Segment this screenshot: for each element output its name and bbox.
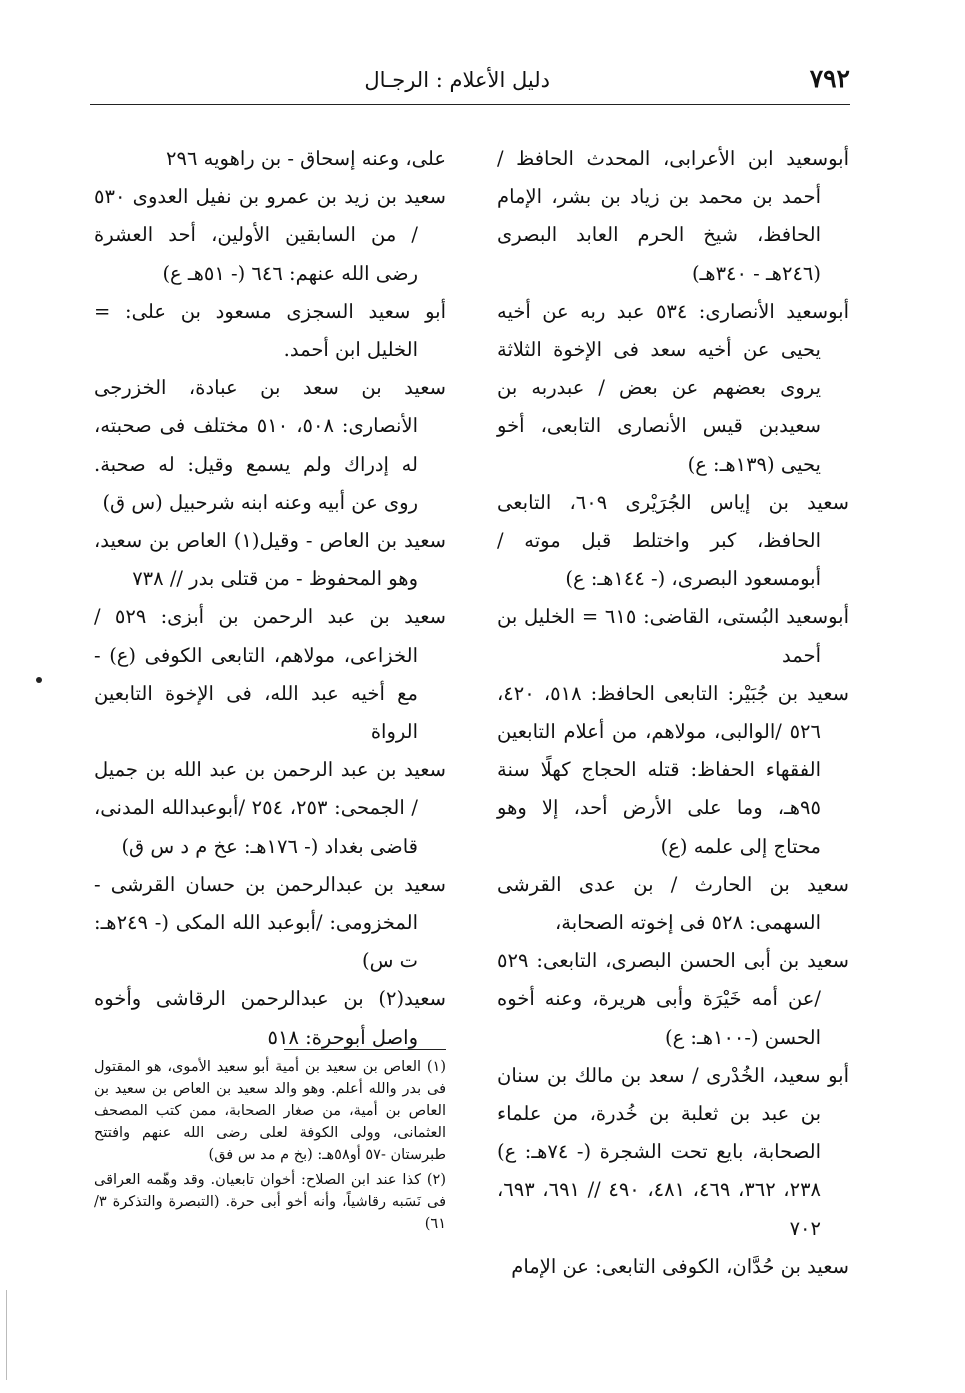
index-entry: سعيد بن عبدالرحمن بن حسان القرشى - المخزومى: /أبوعبد الله المكى (- ٢٤٩هـ: ت س) [94, 872, 446, 973]
footnote: (١) العاص بن سعيد بن أمية أبو سعيد الأموى، هو المقتول فى بدر والله أعلم. وهو والد سعيد بن العاص بن سعيد بن العاص بن أمية، من صغار الصحابة، ممن كتب المصحف العثمانى، وولى الكوفة لعلى رضى الله عنهم وافتتح طبرستان -٥٧ أو٥٨هـ: (بخ م مد س فق) [94, 1059, 446, 1163]
index-entry: سعيد بن سعد بن عبادة، الخزرجى الأنصارى: ٥٠٨، ٥١٠ مختلف فى صحبته، له إدراك ولم يسمع وقيل: له صحبة. روى عن أبيه وعنه ابنه شرحبيل (س ق) [94, 376, 446, 514]
footnote: (٢) كذا عند ابن الصلاح: أخوان تابعيان. وقد وهّمه العراقى فى نَسَبه رقاشياً، وأنه أخو أبى حرة. (التبصرة والتذكرة ٣/ ٦١) [94, 1172, 446, 1232]
footnotes [94, 1056, 446, 1238]
margin-dot [36, 677, 42, 683]
index-entry: على، وعنه إسحاق - بن راهويه ٢٩٦ [166, 147, 446, 170]
header-rule [90, 104, 850, 105]
index-entry: أبو سعيد، الخُدْرى / سعد بن مالك بن سنان بن عبد بن ثعلبة بن خُدرة، من علماء الصحابة، بايع تحت الشجرة (- ٧٤هـ: ع) ٢٣٨، ٣٦٢، ٤٦٩، ٤٨١، ٤٩٠ // ٦٩١، ٦٩٣، ٧٠٢ [497, 1063, 849, 1240]
index-entry: أبو سعيد السجزى مسعود بن على: = الخليل ابن أحمد. [94, 299, 446, 362]
page-number: ٧٩٢ [809, 64, 850, 93]
index-entry: سعيد بن زيد بن عمرو بن نفيل العدوى ٥٣٠ / من السابقين الأولين، أحد العشرة رضى الله عنهم: ٦٤٦ (- ٥١هـ ع) [94, 185, 446, 285]
index-entry: سعيد بن حُدَّان، الكوفى التابعى: عن الإمام [511, 1254, 849, 1278]
index-entry: سعيد بن العاص - وقيل(١) العاص بن سعيد، وهو المحفوظ - من قتلى بدر // ٧٣٨ [94, 529, 446, 591]
index-entry: سعيد بن الحارث / بن عدى القرشى السهمى: ٥٢٨ فى إخوته الصحابة، [497, 872, 849, 935]
running-title: دليل الأعلام : الرجـال [364, 68, 550, 92]
index-entry: سعيد بن إياس الجُرَيْرى ٦٠٩، التابعى الحافظ، كبر واختلط قبل موته /أبومسعود البصرى، (- ١٤٤هـ: ع) [497, 490, 849, 591]
footnote-rule [284, 1049, 446, 1050]
index-entry: أبوسعيد الأنصارى: ٥٣٤ عبد ربه عن أخيه يحيى عن أخيه سعد فى الإخوة الثلاثة يروى بعضهم عن بعض / عبدربه بن سعيدبن قيس الأنصارى التابعى، أخو يحيى (١٣٩هـ: ع) [497, 299, 850, 476]
index-entry: سعيد(٢) بن عبدالرحمن الرقاشى وأخوه واصل أبوحرة: ٥١٨ [94, 987, 446, 1049]
page-header [90, 64, 850, 104]
index-entry: سعيد بن جُبَيْر: التابعى الحافظ: ٥١٨، ٤٢٠، ٥٢٦ /الوالبى، مولاهم، من أعلام التابعين الفقهاء الحفاظ: قتله الحجاج كهلًا سنة ٩٥هـ، وما على الأرض أحد، إلا وهو محتاج إلى علمه (ع) [497, 681, 850, 858]
index-entry: سعيد بن عبد الرحمن بن أبزى: ٥٢٩ / الخزاعى، مولاهم، التابعى الكوفى (ع) - مع أخيه عبد الله، فى الإخوة التابعين الرواة [94, 605, 446, 744]
right-column [497, 140, 849, 1286]
scan-edge-mark [6, 1290, 7, 1380]
left-column [94, 140, 446, 1057]
index-entry: أبوسعيد ابن الأعرابى، المحدث الحافظ /أحمد بن محمد بن زياد بن بشر، الإمام الحافظ، شيخ الحرم العابد البصرى (٢٤٦هـ - ٣٤٠هـ) [497, 147, 849, 285]
index-entry: سعيد بن أبى الحسن البصرى، التابعى: ٥٢٩ /عن أمه خَيْرَة وأبى هريرة، وعنه أخوه الحسن (-١٠٠هـ: ع) [497, 949, 849, 1049]
index-entry: أبوسعيد البُستى، القاضى: ٦١٥ = الخليل بن أحمد [497, 605, 849, 667]
index-entry: سعيد بن عبد الرحمن بن عبد الله بن جميل / الجمحى: ٢٥٣، ٢٥٤ /أبوعبدالله المدنى، قاضى بغداد (- ١٧٦هـ: عخ م د س ق) [94, 758, 446, 858]
